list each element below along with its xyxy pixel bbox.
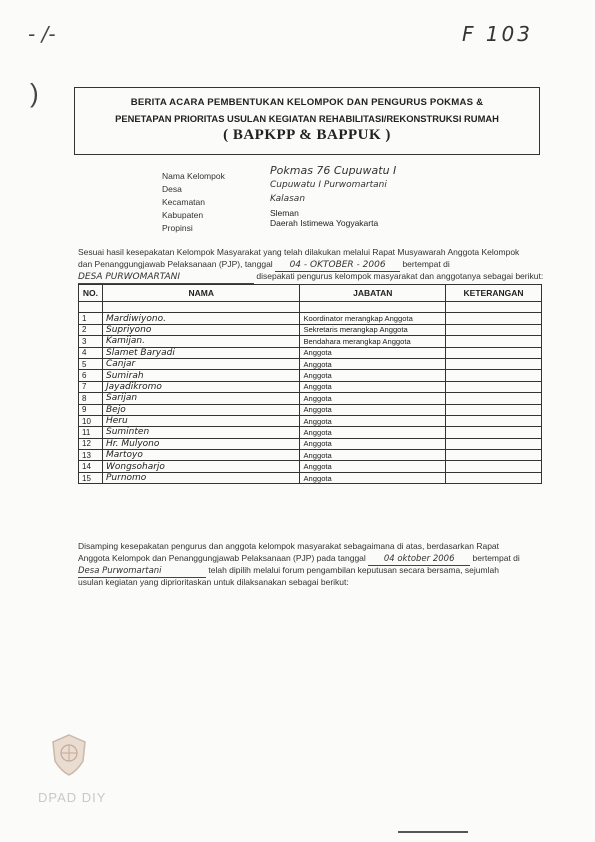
header-jabatan: JABATAN <box>300 285 446 302</box>
document-code-annotation: F 103 <box>461 22 533 46</box>
table-row: 1 Mardiwiyono. Koordinator merangkap Anggota <box>79 313 542 324</box>
intro-line2-tail: bertempat di <box>402 259 450 269</box>
closing-line2-tail: bertempat di <box>472 553 520 563</box>
info-label-kabupaten: Kabupaten <box>162 210 204 220</box>
header-title-acronym: ( BAPKPP & BAPPUK ) <box>223 127 391 143</box>
member-name: Heru <box>105 416 128 427</box>
header-title-line2: PENETAPAN PRIORITAS USULAN KEGIATAN REHABILITASI/REKONSTRUKSI RUMAH <box>115 113 499 124</box>
member-name: Martoyo <box>105 450 143 461</box>
closing-line4: usulan kegiatan yang diprioritaskan untuk dilaksanakan sebagai berikut: <box>78 577 349 587</box>
member-position: Anggota <box>300 347 446 358</box>
info-label-desa: Desa <box>162 184 182 194</box>
table-header-row <box>79 285 542 302</box>
info-label-propinsi: Propinsi <box>162 223 193 233</box>
info-value-propinsi: Daerah Istimewa Yogyakarta <box>270 218 379 228</box>
member-name: Canjar <box>105 359 136 370</box>
intro-line3 <box>78 270 548 284</box>
member-position: Koordinator merangkap Anggota <box>300 313 446 324</box>
intro-line3-text: disepakati pengurus kelompok masyarakat dan anggotanya sebagai berikut: <box>256 271 544 281</box>
member-position: Anggota <box>300 427 446 438</box>
member-position: Anggota <box>300 472 446 483</box>
table-row: 13 Martoyo Anggota <box>79 450 542 461</box>
table-row: 10 Heru Anggota <box>79 415 542 426</box>
closing-line3-text: telah dipilih melalui forum pengambilan keputusan secara bersama, sejumlah <box>208 565 499 575</box>
member-name: Suminten <box>105 427 150 438</box>
table-row: 12 Hr. Mulyono Anggota <box>79 438 542 449</box>
closing-line2-text: Anggota Kelompok dan Penanggungjawab Pelaksanaan (PJP) pada tanggal <box>78 553 366 563</box>
member-position: Anggota <box>300 450 446 461</box>
header-keterangan: KETERANGAN <box>446 285 542 302</box>
bottom-rule <box>398 831 468 833</box>
watermark-text: DPAD DIY <box>38 790 107 805</box>
member-name: Bejo <box>105 404 126 415</box>
emblem-icon <box>50 733 88 777</box>
header-nama: NAMA <box>102 285 299 302</box>
info-label-nama-kelompok: Nama Kelompok <box>162 171 225 181</box>
corner-mark-annotation: - /- <box>28 22 56 46</box>
table-row: 3 Kamijan. Bendahara merangkap Anggota <box>79 336 542 347</box>
table-row: 15 Purnomo Anggota <box>79 472 542 483</box>
member-name: Sumirah <box>105 370 144 381</box>
member-position: Bendahara merangkap Anggota <box>300 336 446 347</box>
table-row <box>79 302 542 313</box>
table-row: 14 Wongsoharjo Anggota <box>79 461 542 472</box>
member-position: Sekretaris merangkap Anggota <box>300 324 446 335</box>
intro-date: 04 - OKTOBER - 2006 <box>275 259 400 272</box>
margin-mark: ) <box>30 78 39 108</box>
member-name: Jayadikromo <box>105 381 162 392</box>
header-no: NO. <box>79 285 103 302</box>
table-row: 8 Sarijan Anggota <box>79 393 542 404</box>
member-position: Anggota <box>300 404 446 415</box>
member-position: Anggota <box>300 415 446 426</box>
member-position: Anggota <box>300 393 446 404</box>
info-value-nama-kelompok: Pokmas 76 Cupuwatu I <box>270 164 397 177</box>
intro-line1: Sesuai hasil kesepakatan Kelompok Masyarakat yang telah dilakukan melalui Rapat Musyawarah Anggota Kelompok <box>78 247 520 257</box>
closing-place: Desa Purwomartani <box>78 565 206 578</box>
member-name: Wongsoharjo <box>105 461 165 472</box>
table-row: 7 Jayadikromo Anggota <box>79 381 542 392</box>
intro-line2-text: dan Penanggungjawab Pelaksanaan (PJP), tanggal <box>78 259 273 269</box>
member-name: Slamet Baryadi <box>105 347 175 358</box>
table-row: 6 Sumirah Anggota <box>79 370 542 381</box>
member-name: Kamijan. <box>105 336 145 347</box>
intro-place: DESA PURWOMARTANI <box>78 271 254 284</box>
member-name: Supriyono <box>105 324 152 335</box>
closing-date: 04 oktober 2006 <box>368 553 470 566</box>
info-value-kecamatan: Kalasan <box>270 194 306 204</box>
members-table <box>78 284 542 484</box>
table-row: 9 Bejo Anggota <box>79 404 542 415</box>
table-row: 2 Supriyono Sekretaris merangkap Anggota <box>79 324 542 335</box>
member-name: Hr. Mulyono <box>105 438 160 449</box>
table-row: 4 Slamet Baryadi Anggota <box>79 347 542 358</box>
member-name: Sarijan <box>105 393 138 404</box>
header-title-line1: BERITA ACARA PEMBENTUKAN KELOMPOK DAN PENGURUS POKMAS & <box>130 97 484 108</box>
member-position: Anggota <box>300 381 446 392</box>
table-row: 11 Suminten Anggota <box>79 427 542 438</box>
closing-line1: Disamping kesepakatan pengurus dan anggota kelompok masyarakat sebagaimana di atas, berdasarkan Rapat <box>78 541 500 551</box>
member-name: Mardiwiyono. <box>105 313 166 324</box>
member-position: Anggota <box>300 370 446 381</box>
member-position: Anggota <box>300 461 446 472</box>
info-value-kabupaten: Sleman <box>270 208 299 218</box>
table-row: 5 Canjar Anggota <box>79 358 542 369</box>
member-position: Anggota <box>300 358 446 369</box>
info-value-desa: Cupuwatu I Purwomartani <box>270 180 387 190</box>
info-label-kecamatan: Kecamatan <box>162 197 205 207</box>
member-name: Purnomo <box>105 473 147 484</box>
member-position: Anggota <box>300 438 446 449</box>
